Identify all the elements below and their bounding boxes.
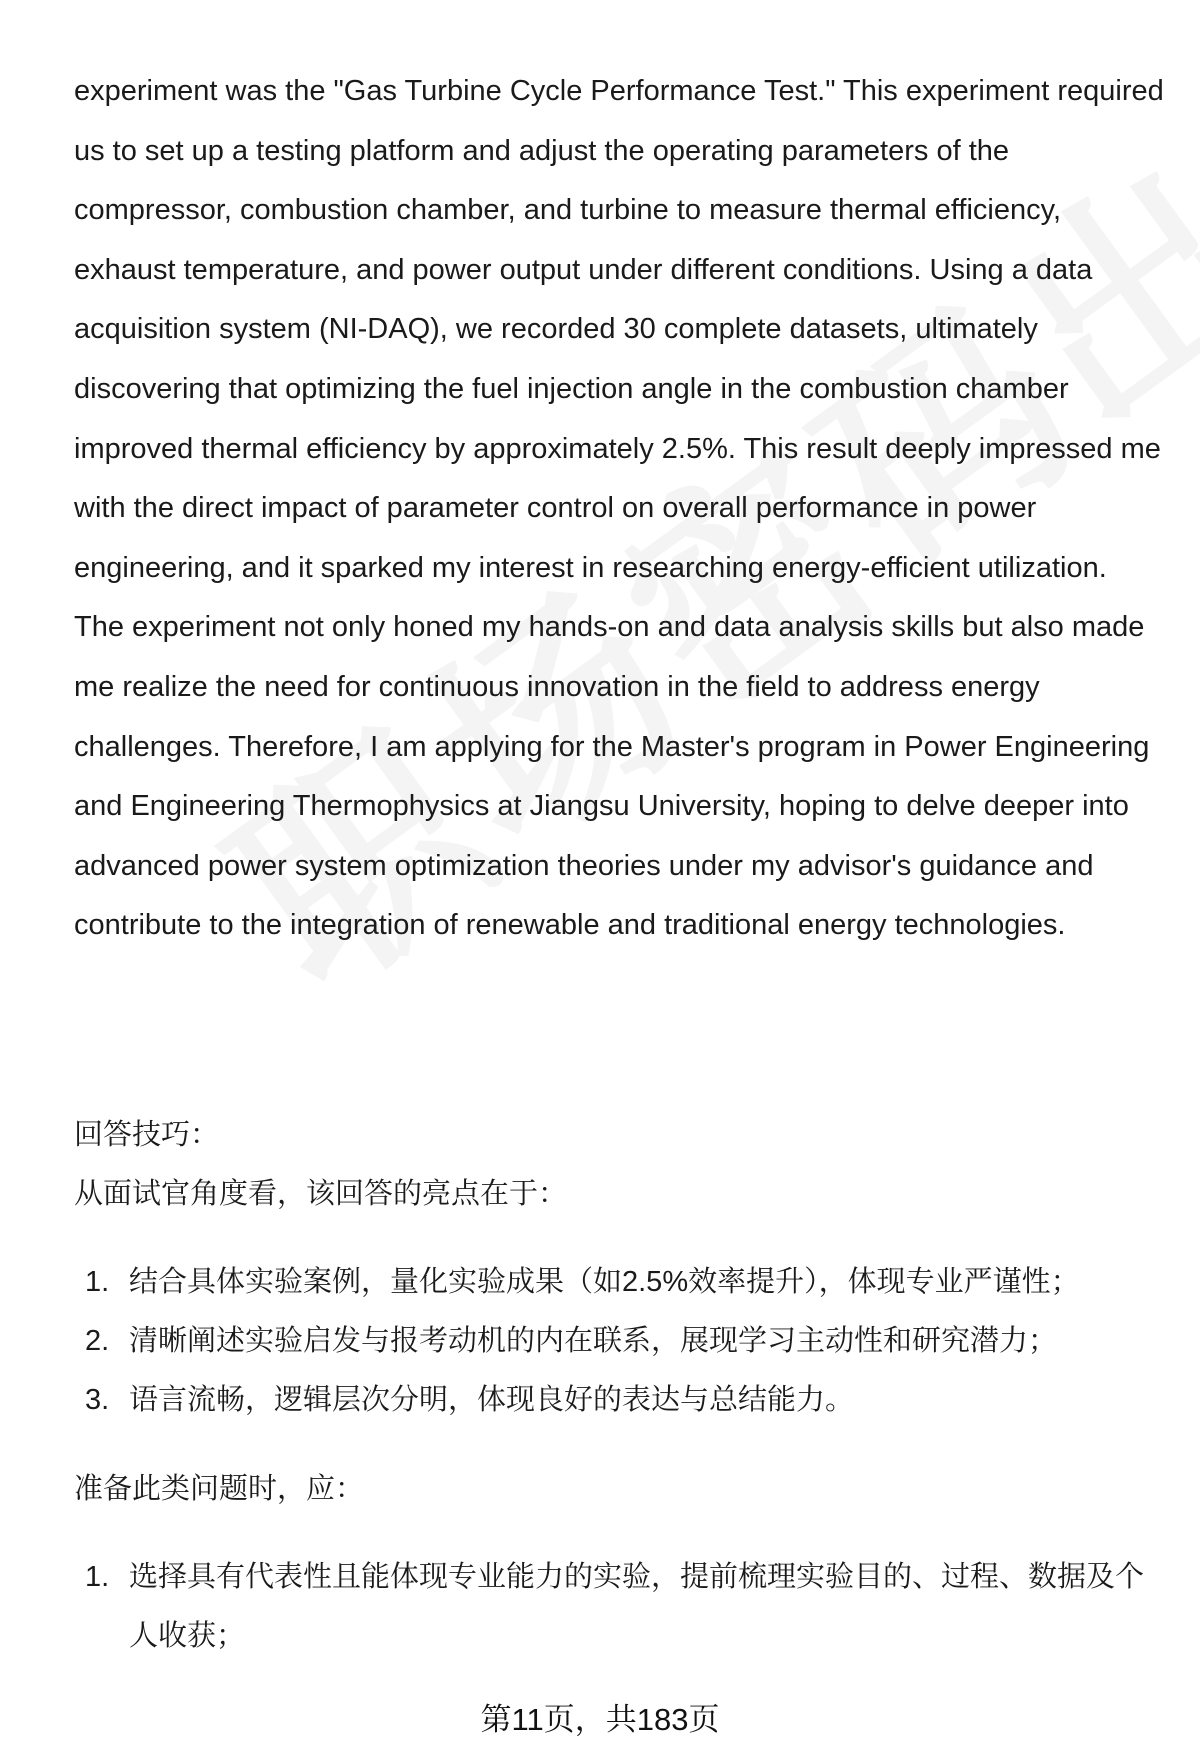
list-item-number: 2. — [85, 1325, 110, 1357]
highlights-heading: 从面试官角度看，该回答的亮点在于： — [74, 1178, 568, 1210]
list-item-number: 1. — [85, 1266, 110, 1298]
prep-heading: 准备此类问题时，应： — [74, 1473, 365, 1505]
answer-paragraph: experiment was the "Gas Turbine Cycle Performance Test." This experiment required us to set up a testing platform and adjust the operating parameters of the compressor, combustion chamber, and turbine to measure thermal efficiency, exhaust temperature, and power output under different conditions. Using a data acquisition system (NI-DAQ), we recorded 30 complete datasets, ultimately discovering that optimizing the fuel injection angle in the combustion chamber improved thermal efficiency by approximately 2.5%. This result deeply impressed me with the direct impact of parameter control on overall performance in power engineering, and it sparked my interest in researching energy-efficient utilization. The experiment not only honed my hands-on and data analysis skills but also made me realize the need for continuous innovation in the field to address energy challenges. Therefore, I am applying for the Master's program in Power Engineering and Engineering Thermophysics at Jiangsu University, hoping to delve deeper into advanced power system optimization theories under my advisor's guidance and contribute to the integration of renewable and traditional energy technologies. — [74, 75, 1164, 942]
list-item-number: 3. — [85, 1384, 110, 1416]
list-item — [74, 1371, 1164, 1430]
list-item — [74, 1312, 1164, 1371]
highlights-list — [74, 1253, 1164, 1430]
list-item-text: 清晰阐述实验启发与报考动机的内在联系，展现学习主动性和研究潜力； — [129, 1325, 1058, 1357]
list-item-text: 语言流畅，逻辑层次分明，体现良好的表达与总结能力。 — [129, 1384, 855, 1416]
prep-list — [74, 1548, 1164, 1666]
list-item — [74, 1548, 1164, 1666]
list-item-text: 选择具有代表性且能体现专业能力的实验，提前梳理实验目的、过程、数据及个人收获； — [129, 1561, 1145, 1652]
list-item — [74, 1253, 1164, 1312]
list-item-text: 结合具体实验案例，量化实验成果（如2.5%效率提升），体现专业严谨性； — [129, 1266, 1080, 1298]
tips-heading: 回答技巧： — [74, 1119, 220, 1151]
page-number-footer: 第11页，共183页 — [480, 1702, 720, 1737]
list-item-number: 1. — [85, 1561, 110, 1593]
